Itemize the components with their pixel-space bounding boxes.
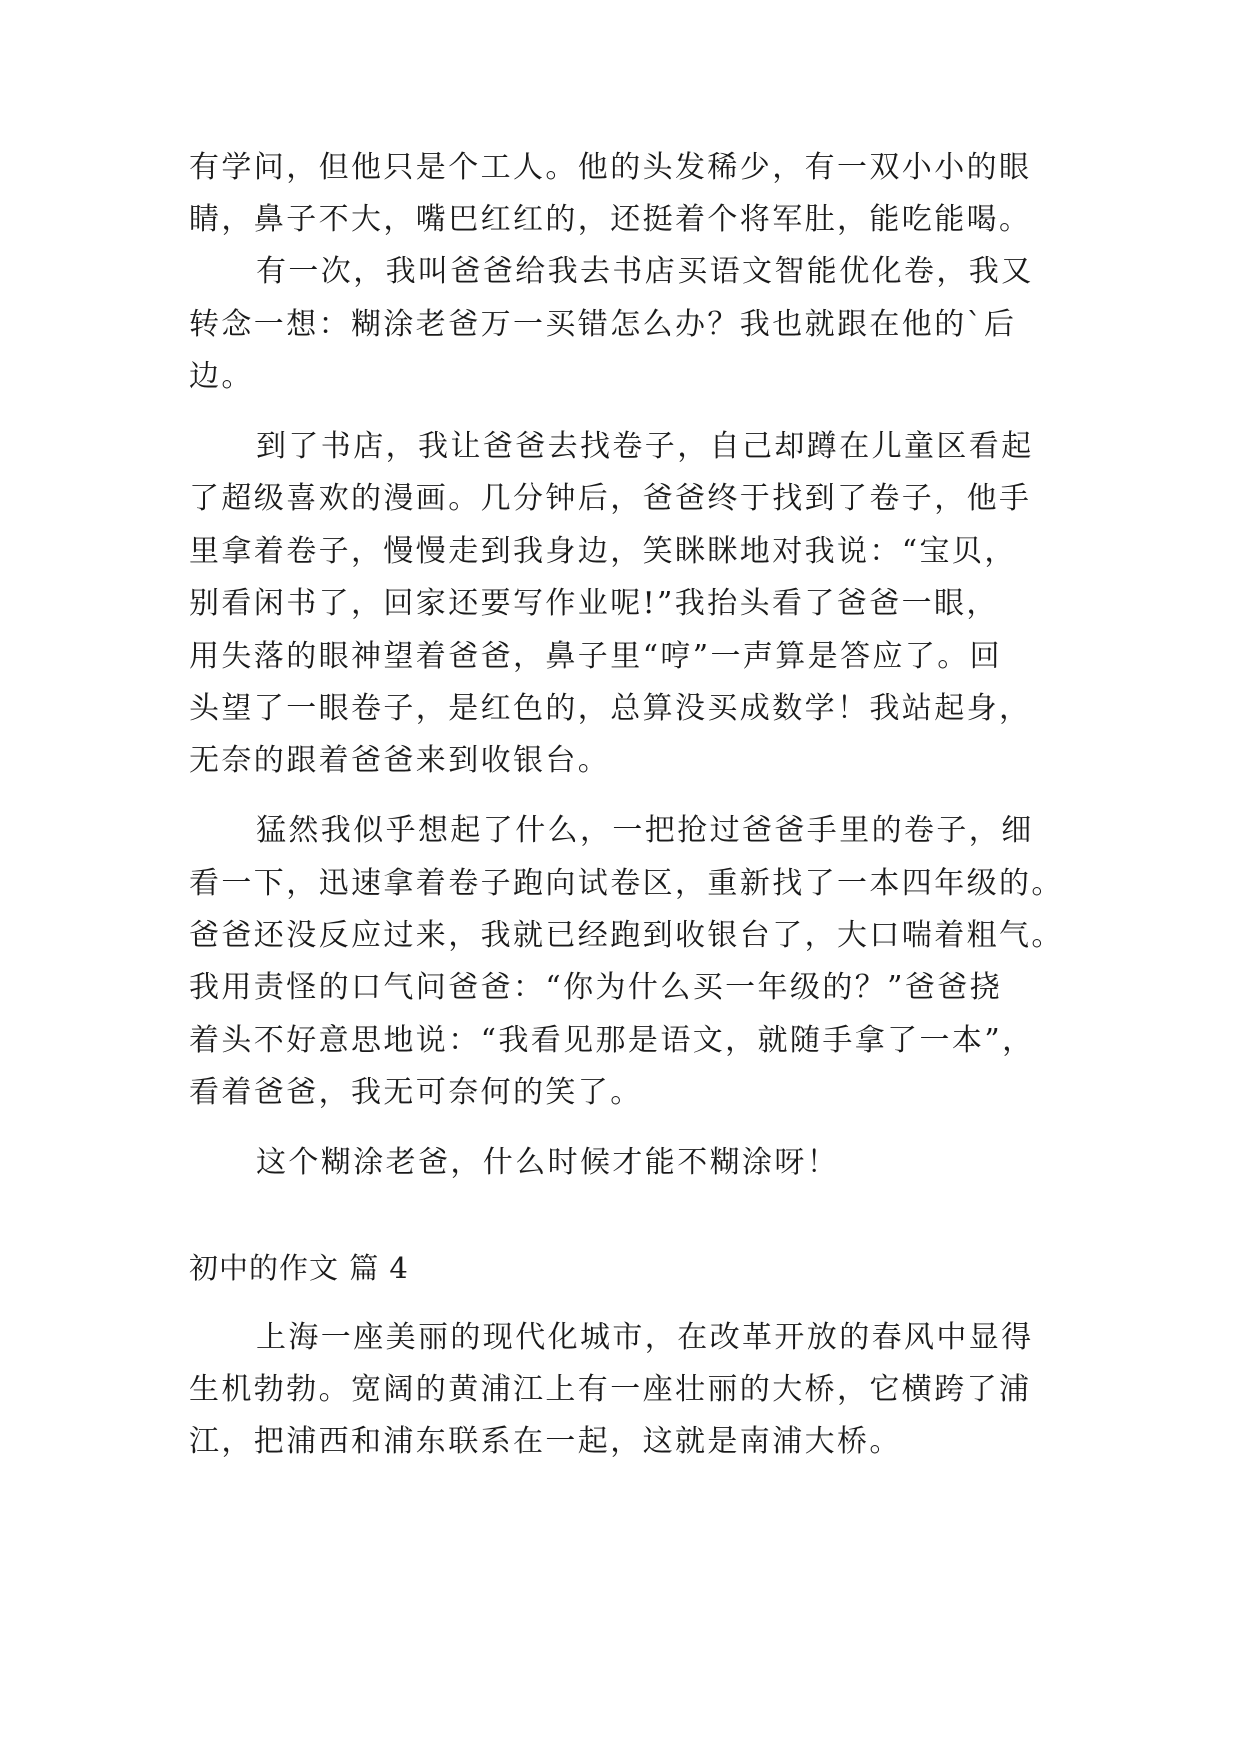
- text-line: 爸爸还没反应过来，我就已经跑到收银台了，大口喘着粗气。: [189, 918, 1064, 953]
- text-line: 无奈的跟着爸爸来到收银台。: [189, 743, 611, 778]
- text-line: 我用责怪的口气问爸爸：“你为什么买一年级的？”爸爸挠: [189, 970, 1003, 1005]
- text-line: 里拿着卷子，慢慢走到我身边，笑眯眯地对我说：“宝贝，: [189, 534, 1017, 569]
- text-line: 这个糊涂老爸，什么时候才能不糊涂呀！: [256, 1145, 840, 1180]
- text-line: 到了书店，我让爸爸去找卷子，自己却蹲在儿童区看起: [256, 429, 1034, 464]
- text-line: 睛，鼻子不大，嘴巴红红的，还挺着个将军肚，能吃能喝。: [189, 202, 1032, 237]
- text-line: 看一下，迅速拿着卷子跑向试卷区，重新找了一本四年级的。: [189, 866, 1064, 901]
- text-line: 看着爸爸，我无可奈何的笑了。: [189, 1075, 643, 1110]
- text-line: 上海一座美丽的现代化城市，在改革开放的春风中显得: [256, 1320, 1034, 1355]
- text-line: 用失落的眼神望着爸爸，鼻子里“哼”一声算是答应了。回: [189, 639, 1003, 674]
- text-line: 有一次，我叫爸爸给我去书店买语文智能优化卷，我又: [256, 254, 1034, 289]
- text-line: 转念一想：糊涂老爸万一买错怎么办？我也就跟在他的`后: [189, 307, 1017, 342]
- text-line: 江，把浦西和浦东联系在一起，这就是南浦大桥。: [189, 1424, 902, 1459]
- section-heading: 初中的作文 篇 4: [189, 1251, 409, 1285]
- text-line: 别看闲书了，回家还要写作业呢!”我抬头看了爸爸一眼，: [189, 586, 999, 621]
- text-line: 生机勃勃。宽阔的黄浦江上有一座壮丽的大桥，它横跨了浦: [189, 1372, 1032, 1407]
- text-line: 头望了一眼卷子，是红色的，总算没买成数学！我站起身，: [189, 691, 1032, 726]
- text-line: 着头不好意思地说：“我看见那是语文，就随手拿了一本”，: [189, 1023, 1035, 1058]
- text-line: 了超级喜欢的漫画。几分钟后，爸爸终于找到了卷子，他手: [189, 481, 1032, 516]
- text-line: 边。: [189, 359, 254, 394]
- text-line: 有学问，但他只是个工人。他的头发稀少，有一双小小的眼: [189, 150, 1032, 185]
- text-line: 猛然我似乎想起了什么，一把抢过爸爸手里的卷子，细: [256, 813, 1034, 848]
